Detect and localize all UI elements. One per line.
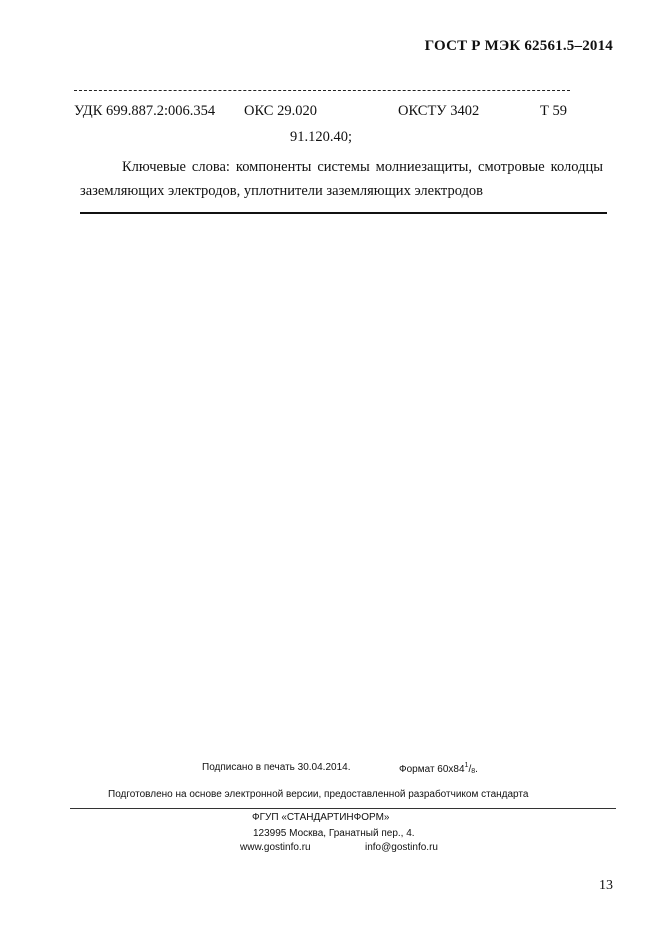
- format-end: .: [475, 764, 478, 775]
- email-link[interactable]: info@gostinfo.ru: [365, 842, 438, 853]
- format-label: Формат 60x84: [399, 764, 465, 775]
- standard-id-header: ГОСТ Р МЭК 62561.5–2014: [424, 38, 613, 54]
- dashed-separator: [74, 90, 570, 91]
- oks-code-continued: 91.120.40;: [290, 129, 353, 145]
- website-link[interactable]: www.gostinfo.ru: [240, 842, 311, 853]
- prepared-note: Подготовлено на основе электронной версии, предоставленной разработчиком стандарта: [108, 789, 529, 800]
- t-code: Т 59: [540, 103, 567, 119]
- page-number: 13: [599, 878, 613, 893]
- keywords-paragraph: Ключевые слова: компоненты системы молниезащиты, смотровые колодцы заземляющих электродов, уплотнители заземляющих электродов: [80, 159, 603, 199]
- okstu-code: ОКСТУ 3402: [398, 103, 480, 119]
- format-numerator: 1: [464, 762, 469, 769]
- signed-date: Подписано в печать 30.04.2014.: [202, 762, 351, 773]
- imprint-rule: [70, 808, 616, 809]
- format-denominator: 8: [471, 768, 476, 775]
- oks-code: ОКС 29.020: [244, 103, 317, 119]
- publisher-name: ФГУП «СТАНДАРТИНФОРМ»: [252, 812, 390, 823]
- udk-code: УДК 699.887.2:006.354: [74, 103, 216, 119]
- section-rule: [80, 212, 607, 214]
- publisher-address: 123995 Москва, Гранатный пер., 4.: [253, 828, 415, 839]
- paper-format: Формат $60x84^1/_8$.: [399, 762, 478, 775]
